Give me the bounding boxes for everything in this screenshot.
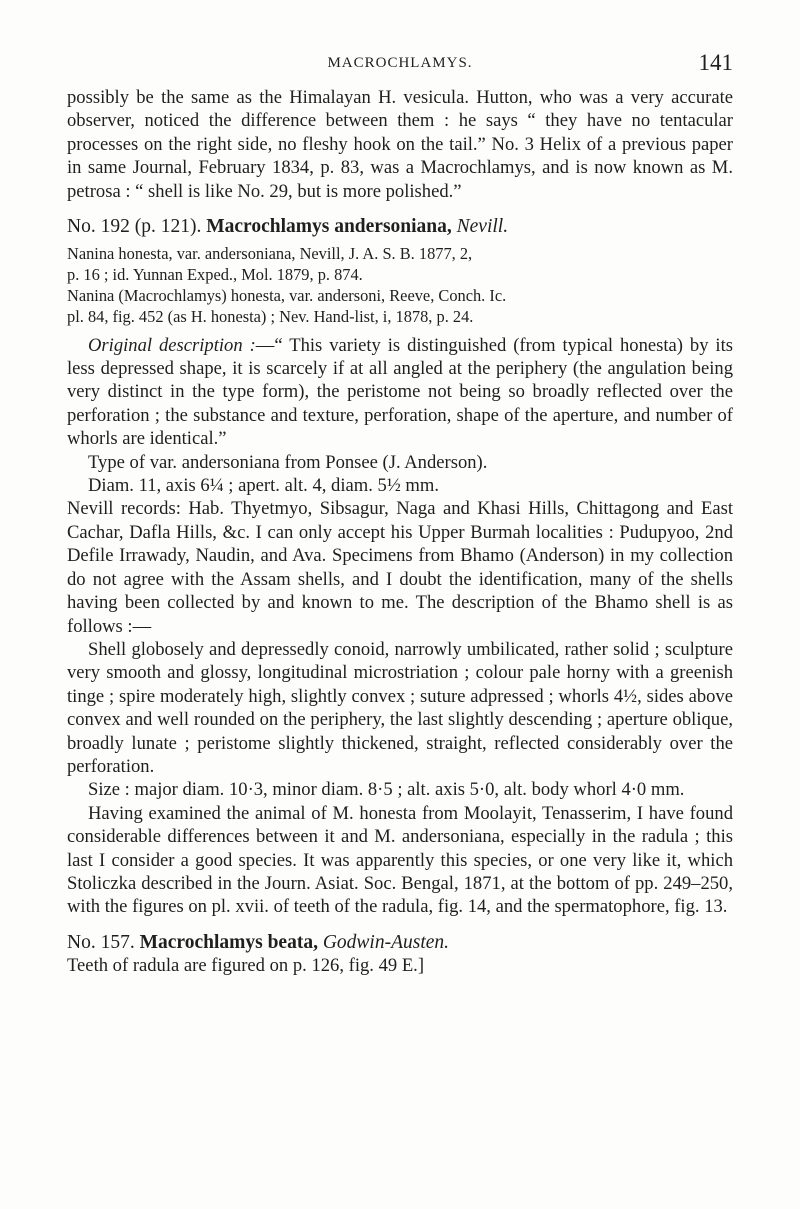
synonymy-line: Nanina honesta, var. andersoniana, Nevill, J. A. S. B. 1877, 2, bbox=[67, 244, 473, 264]
description-label: Original description : bbox=[88, 334, 256, 356]
dimensions: Diam. 11, axis 6¼ ; apert. alt. 4, diam. 5½ mm. bbox=[88, 475, 439, 497]
radula-notes: Having examined the animal of M. honesta from Moolayit, Tenasserim, I have found considerable differences between it and M. andersoniana, especially in the radula ; this last I consider a good species. It was apparently this species, or one very like it, which Stoliczka described in the Journ. Asiat. Soc. Bengal, 1871, at the bottom of pp. 249–250, with the figures on pl. xvii. of teeth of the radula, fig. 14, and the spermatophore, fig. 13. bbox=[67, 802, 733, 918]
paragraph-continued: possibly be the same as the Himalayan H. vesicula. Hutton, who was a very accurate observer, noticed the difference between them : he says “ they have no tentacular processes on the right side, no fleshy hook on the tail.” No. 3 Helix of a previous paper in same Journal, February 1834, p. 83, was a Macrochlamys, and is now known as M. petrosa : “ shell is like No. 29, but is more polished.” bbox=[67, 87, 733, 202]
running-title: MACROCHLAMYS. bbox=[327, 55, 473, 71]
synonymy-line: Nanina (Macrochlamys) honesta, var. andersoni, Reeve, Conch. Ic. bbox=[67, 286, 507, 306]
synonymy-line: p. 16 ; id. Yunnan Exped., Mol. 1879, p. 874. bbox=[67, 265, 363, 285]
species-name: Macrochlamys beata, bbox=[139, 931, 318, 953]
shell-description: Shell globosely and depressedly conoid, narrowly umbilicated, rather solid ; sculpture very smooth and glossy, longitudinal microstriation ; colour pale horny with a greenish tinge ; spire moderately high, slightly convex ; suture adpressed ; whorls 4½, sides above convex and well rounded on the periphery, the last slightly descending ; aperture oblique, broadly lunate ; peristome slightly thickened, straight, reflected considerably over the perforation. bbox=[67, 638, 733, 777]
body-text bbox=[67, 86, 733, 978]
original-description bbox=[67, 334, 733, 451]
running-head bbox=[67, 50, 733, 74]
species-number: No. 157. bbox=[67, 931, 135, 953]
species-number: No. 192 (p. 121). bbox=[67, 216, 202, 238]
radula-figure-note: Teeth of radula are figured on p. 126, fig. 49 E.] bbox=[67, 955, 425, 977]
species-author: Nevill. bbox=[456, 216, 509, 238]
description-text: —“ This variety is distinguished (from typical honesta) by its less depressed shape, it is scarcely if at all angled at the periphery (the angulation being very distinct in the type form), the peristome not being so broadly reflected over the perforation ; the substance and texture, perforation, shape of the aperture, and number of whorls are identical.” bbox=[67, 334, 733, 450]
synonymy-line: pl. 84, fig. 452 (as H. honesta) ; Nev. Hand-list, i, 1878, p. 24. bbox=[67, 306, 474, 326]
type-locality: Type of var. andersoniana from Ponsee (J. Anderson). bbox=[88, 451, 488, 473]
size: Size : major diam. 10·3, minor diam. 8·5 ; alt. axis 5·0, alt. body whorl 4·0 mm. bbox=[88, 779, 685, 801]
species-heading-157 bbox=[67, 931, 733, 954]
species-heading-192 bbox=[67, 215, 733, 238]
species-name: Macrochlamys andersoniana, bbox=[206, 216, 452, 238]
species-author: Godwin-Austen. bbox=[322, 931, 450, 953]
nevill-records: Nevill records: Hab. Thyetmyo, Sibsagur, Naga and Khasi Hills, Chittagong and East Cachar, Dafla Hills, &c. I can only accept his Upper Burmah localities : Pudupyoo, 2nd Defile Irrawady, Naudin, and Ava. Specimens from Bhamo (Anderson) in my collection do not agree with the Assam shells, and I doubt the identification, many of the shells having been collected by and known to me. The description of the Bhamo shell is as follows :— bbox=[67, 498, 733, 637]
page-number: 141 bbox=[698, 50, 733, 75]
